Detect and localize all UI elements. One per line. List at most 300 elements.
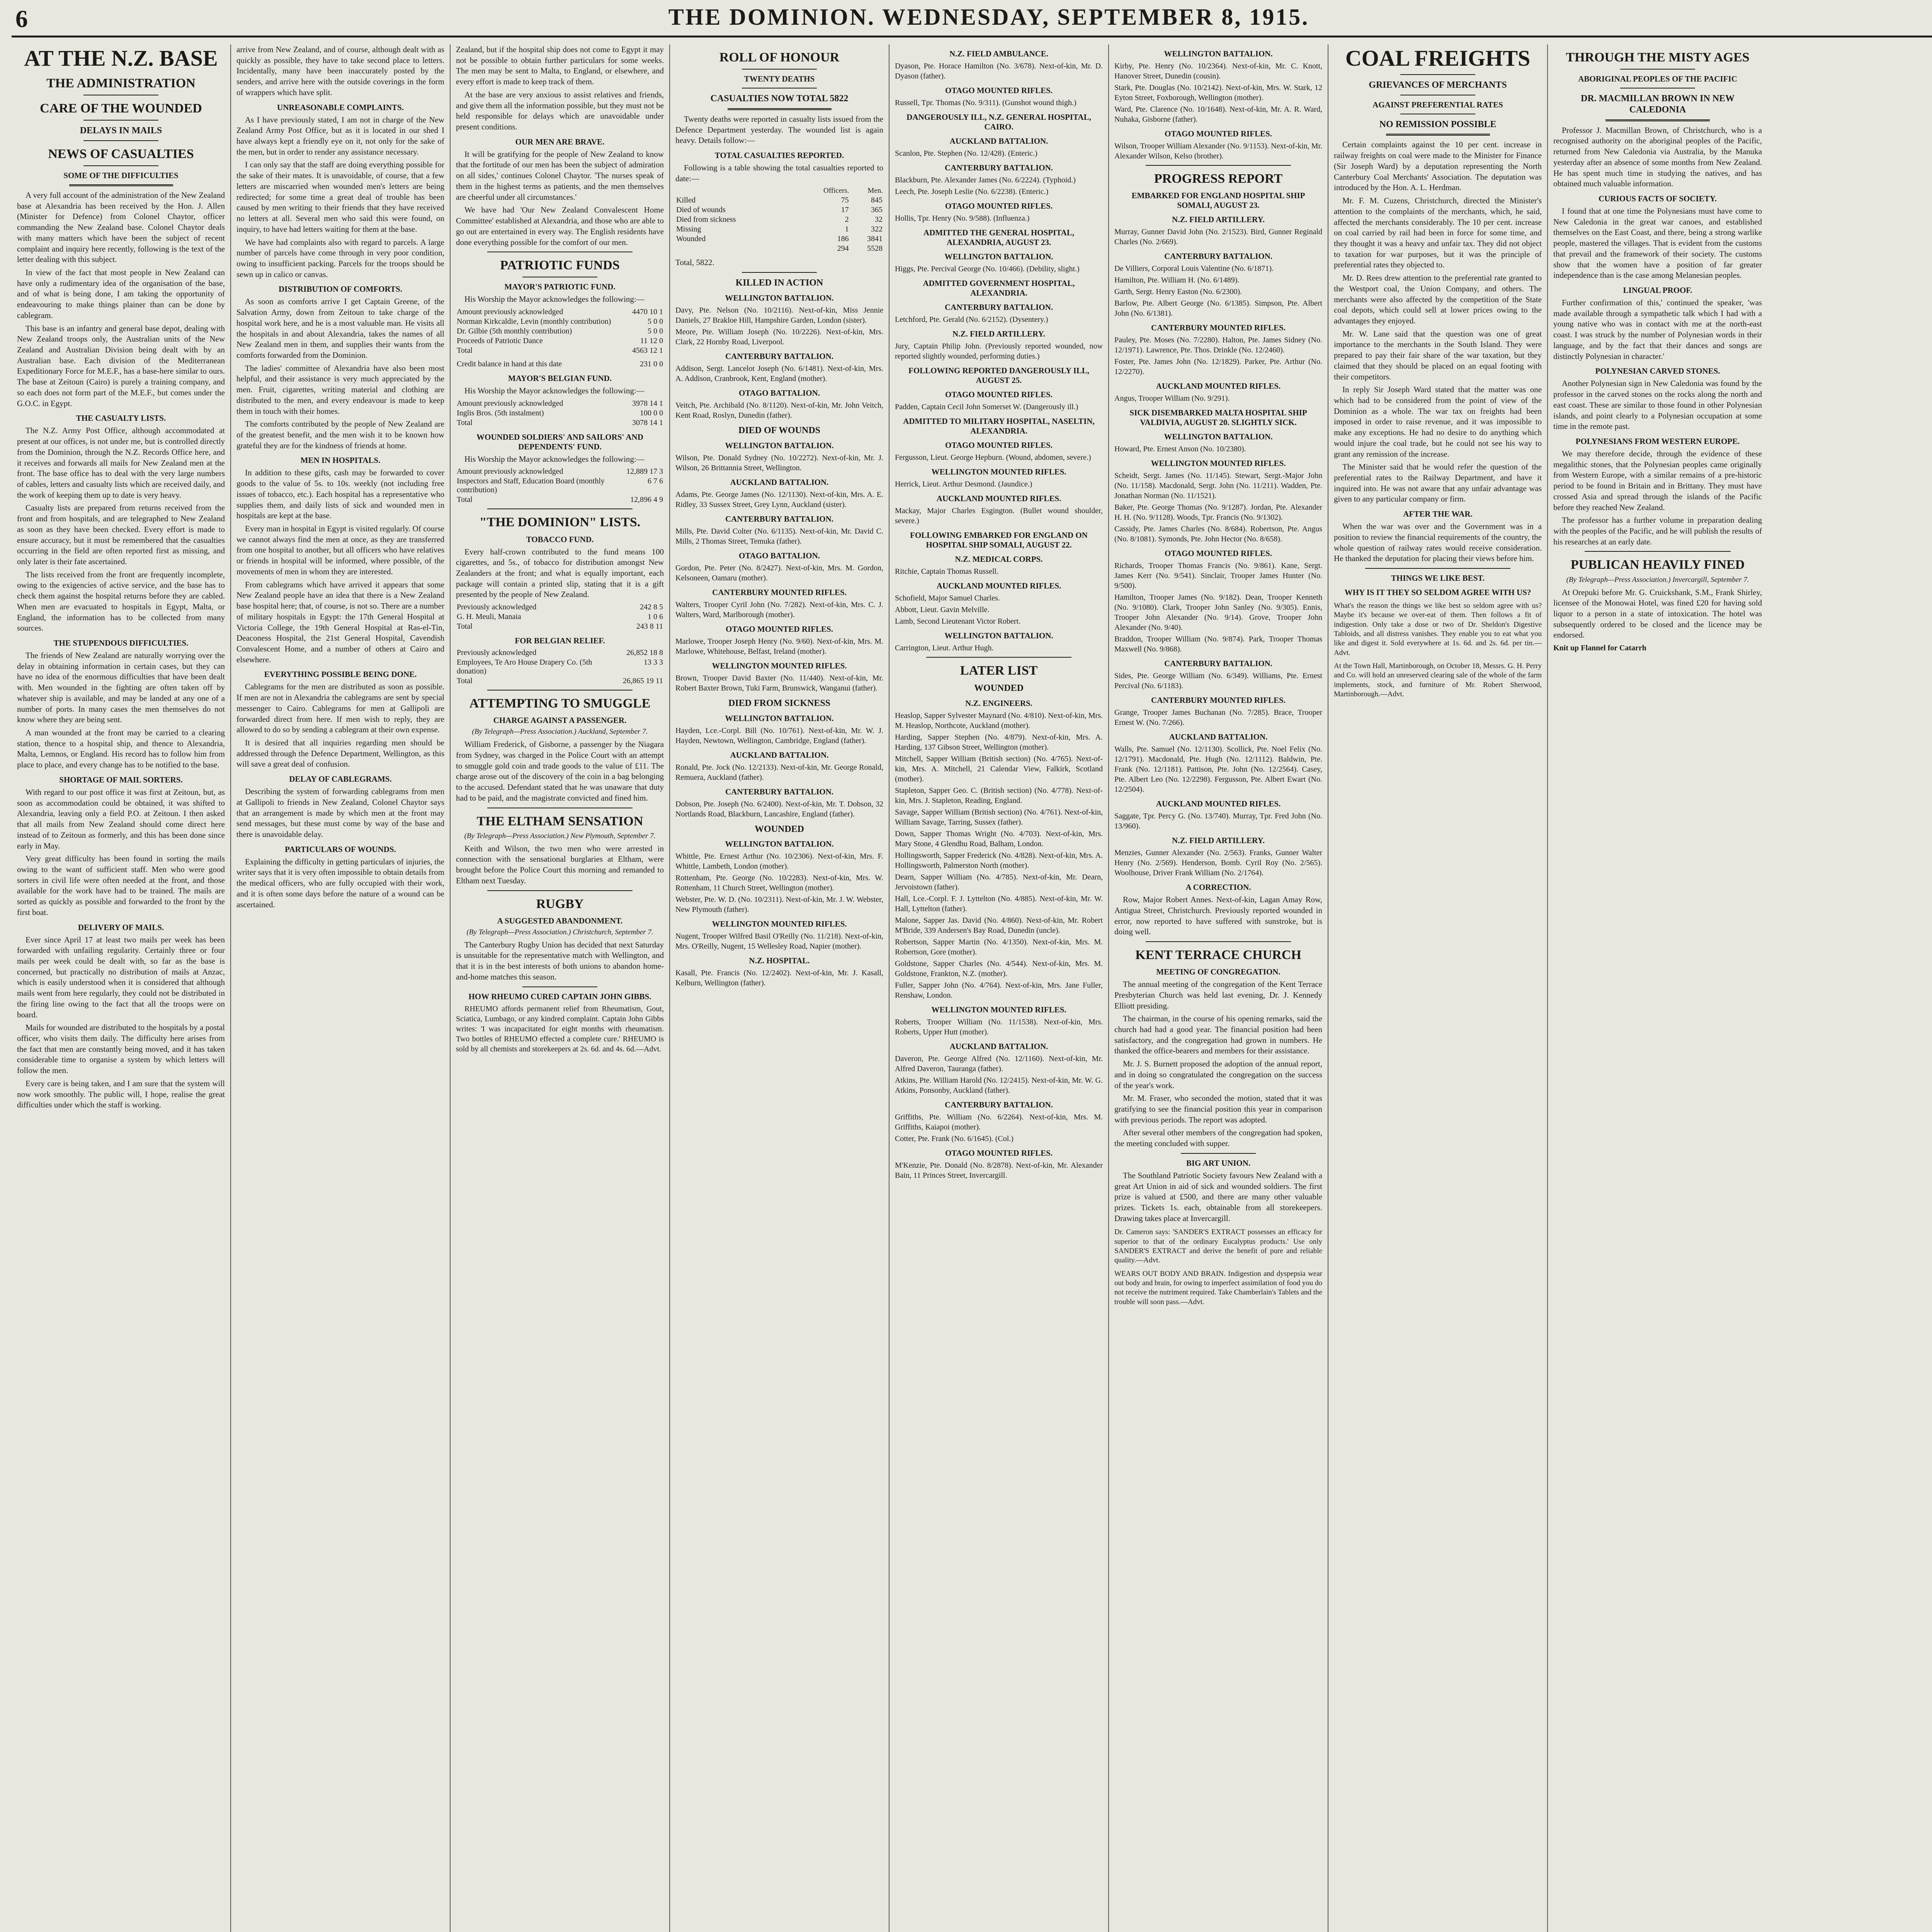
list-item: Ritchie, Captain Thomas Russell. (895, 567, 998, 576)
list-item: Walls, Pte. Samuel (No. 12/1130). Scollick, Pte. Noel Felix (No. 12/1791). Macdonald, Pte. Hugh (No. 12/1112). Baldwin, Pte. Frank (No. 12/1181). Pattison, Pte. John (No. 12/2564). Casey, Pte. Albert Leo (No. 12/2298). Fergusson, Pte. Albert Ewart (No. 12/2504). (1114, 745, 1322, 794)
paragraph: This base is an infantry and general base depot, dealing with New Zealand troops only, the Australian units of the New Zealand and Australian Division being dealt with by an Australian base. Each division of the Mediterranean Expeditionary Force for M.E.F., has a base-here similar to ours. The base at Zeitoun (Cairo) is purely a training company, and so each does not form part of the M.E.F., but comes under the G.O.C. in Egypt. (17, 323, 225, 408)
subhead: WHY IS IT THEY SO SELDOM AGREE WITH US? (1344, 588, 1531, 597)
paragraph: With regard to our post office it was first at Zeitoun, but, as soon as accommodation could be obtained, it was shifted to Alexandria, leaving only a field P.O. at Zeitoun. I then asked that all mails from New Zealand should come direct here instead of to Zeitoun as formerly, and this has been done since early in May. (17, 787, 225, 850)
paragraph: The ladies' committee of Alexandria have also been most helpful, and their assistance is very much appreciated by the men. Fruit, cigarettes, writing material and clothing are distributed to the men, and every endeavour is made to keep them in touch with their homes. (236, 363, 444, 416)
unit-heading: OTAGO MOUNTED RIFLES. (945, 86, 1053, 95)
fund-amount: 6 7 6 (648, 477, 663, 486)
page-number: 6 (15, 5, 28, 32)
list-item: Davy, Pte. Nelson (No. 10/2116). Next-of-kin, Miss Jennie Daniels, 27 Brakloe Hill, Hampshire Garden, London (sister). (675, 306, 883, 325)
fund-amount: 12,889 17 3 (626, 467, 663, 476)
casualty-label: Died from sickness (676, 215, 736, 224)
advertisement: At the Town Hall, Martinborough, on October 18, Messrs. G. H. Perry and Co. will hold an unreserved clearing sale of the whole of the farm implements, stock, and furniture of Mr. Robert Sherwood, Martinborough.—Advt. (1334, 662, 1542, 698)
paragraph: The professor has a further volume in preparation dealing with the peoples of the Pacific, and he will publish the results of his researches at an early date. (1553, 515, 1762, 546)
paragraph: As I have previously stated, I am not in charge of the New Zealand Army Post Office, but as it is located in our shed I have always kept a friendly eye on it, not only for the sake of the men, but in order to render any assistance necessary. (236, 115, 444, 156)
unit-heading: OTAGO MOUNTED RIFLES. (1165, 129, 1272, 138)
list-item: Menzies, Gunner Alexander (No. 2/563). Franks, Gunner Walter Henry (No. 2/569). Henderson, Bomb. Cyril Roy (No. 2/565). Woolhouse, Driver Frank William (No. 2/1764). (1114, 849, 1322, 878)
fund-name: Total (457, 677, 473, 685)
subhead: A SUGGESTED ABANDONMENT. (497, 916, 623, 925)
section-wounded: WOUNDED (974, 683, 1024, 694)
list-item: Hayden, Lce.-Corpl. Bill (No. 10/761). Next-of-kin, Mr. W. J. Hayden, Newtown, Wellington, Cambridge, England (father). (675, 726, 883, 745)
paragraph: Every half-crown contributed to the fund means 100 cigarettes, and 5s., of tobacco for distribution amongst New Zealanders at the front; and what is equally important, each package will contain a printed slip, stating that it is a gift presented by the people of New Zealand. (456, 547, 664, 599)
divider (742, 272, 817, 273)
list-item: Webster, Pte. W. D. (No. 10/2311). Next-of-kin, Mr. J. W. Webster, New Plymouth (father). (675, 895, 883, 914)
paragraph: Very great difficulty has been found in sorting the mails owing to the want of sufficient staff. Men who were good sorters in civil life were often needed at the front, and those available for the work have had to be trained. The mails are sorted as quickly as possible and forwarded to the front by the first boat. (17, 854, 225, 917)
fund-amount: 3078 14 1 (632, 418, 663, 427)
fund-name: Total (457, 418, 473, 427)
list-item: Rottenham, Pte. George (No. 10/2283). Next-of-kin, Mrs. W. Rottenham, 11 Church Street, Wellington (mother). (675, 874, 883, 893)
paragraph: Further confirmation of this,' continued the speaker, 'was made available through a sympathetic talk which I had with a young native who was in contact with me at the north-east coast. I was struck by the number of Polynesian words in their language, and by the fact that their dances and songs are distinctly Polynesian in character.' (1553, 298, 1762, 361)
subhead: POLYNESIANS FROM WESTERN EUROPE. (1575, 436, 1740, 446)
list-item: Wilson, Trooper William Alexander (No. 9/1153). Next-of-kin, Mr. Alexander Wilson, Kelso (brother). (1114, 142, 1322, 160)
list-item: Schofield, Major Samuel Charles. (895, 594, 1000, 602)
paragraph: We have had 'Our New Zealand Convalescent Home Committee' established at Alexandria, and those who are able to go out are entertained in every way. The English residents have done everything possible for the comfort of our men. (456, 205, 664, 247)
paragraph: Mr. M. Fraser, who seconded the motion, stated that it was gratifying to see the financial position this year in comparison with previous periods. The report was adopted. (1114, 1094, 1322, 1124)
section-heading: FOLLOWING EMBARKED FOR ENGLAND ON HOSPITAL SHIP SOMALI, AUGUST 22. (910, 531, 1088, 549)
subhead: SHORTAGE OF MAIL SORTERS. (59, 775, 183, 784)
subhead: DELIVERY OF MAILS. (78, 922, 164, 932)
table-row (675, 224, 883, 234)
paragraph: His Worship the Mayor acknowledges the following:— (464, 386, 645, 396)
list-item: Padden, Captain Cecil John Somerset W. (Dangerously ill.) (895, 403, 1078, 411)
subhead: WOUNDED SOLDIERS' AND SAILORS' AND DEPENDENTS' FUND. (476, 432, 643, 451)
headline-publican-fined: PUBLICAN HEAVILY FINED (1570, 558, 1745, 572)
fund-amount: 242 8 5 (640, 603, 663, 612)
fund-name: Total (457, 622, 473, 631)
list-item: Veitch, Pte. Archibald (No. 8/1120). Next-of-kin, Mr. John Veitch, Kent Road, Roslyn, Dunedin (father). (675, 401, 883, 420)
fund-table (456, 648, 664, 686)
headline-coal-freights: COAL FREIGHTS (1345, 46, 1531, 71)
casualty-label: Wounded (676, 235, 706, 243)
list-item: Baker, Pte. George Thomas (No. 9/1287). Jordan, Pte. Alexander H. H. (No. 9/1128). Woods, Tpr. Francis (No. 9/1302). (1114, 503, 1322, 522)
unit-heading: N.Z. FIELD ARTILLERY. (1172, 836, 1265, 845)
deck-macmillan-brown: DR. MACMILLAN BROWN IN NEW CALEDONIA (1580, 94, 1735, 115)
unit-heading: WELLINGTON MOUNTED RIFLES. (1151, 459, 1286, 468)
list-item: Cassidy, Pte. James Charles (No. 8/684). Robertson, Pte. Angus (No. 8/1081). Symonds, Pte. John Hector (No. 8/658). (1114, 525, 1322, 544)
fund-table (456, 467, 664, 505)
divider (1585, 551, 1731, 552)
section-heading: SICK DISEMBARKED MALTA HOSPITAL SHIP VALDIVIA, AUGUST 20. SLIGHTLY SICK. (1129, 408, 1307, 427)
paragraph: It is desired that all inquiries regarding men should be addressed through the Defence Department, Wellington, as this will save a great deal of confusion. (236, 738, 444, 769)
list-item: Mills, Pte. David Colter (No. 6/1135). Next-of-kin, Mr. David C. Mills, 2 Thomas Street, Temuka (father). (675, 527, 883, 546)
divider (1605, 119, 1710, 121)
column-4 (670, 44, 889, 1932)
paragraph: Zealand, but if the hospital ship does not come to Egypt it may not be possible to obtain further particulars for some weeks. The men may be sent to Malta, to England, or elsewhere, and every effort is made to keep track of them. (456, 45, 664, 87)
headline-smuggle: ATTEMPTING TO SMUGGLE (469, 696, 651, 711)
list-item: Jury, Captain Philip John. (Previously reported wounded, now reported slightly wounded, performing duties.) (895, 342, 1103, 361)
subhead: EVERYTHING POSSIBLE BEING DONE. (264, 670, 417, 679)
list-item: Angus, Trooper William (No. 9/291). (1114, 394, 1230, 403)
headline-kent-terrace: KENT TERRACE CHURCH (1135, 947, 1301, 962)
advertisement: Dr. Cameron says: 'SANDER'S EXTRACT possesses an efficacy for superior to that of the ordinary Eucalyptus products.' Use only SANDER'S EXTRACT and derive the benefit of pure and reliable quality.—Advt. (1114, 1228, 1322, 1265)
unit-heading: N.Z. FIELD ARTILLERY. (952, 329, 1045, 338)
unit-heading: N.Z. HOSPITAL. (749, 956, 810, 966)
unit-heading: CANTERBURY BATTALION. (1164, 252, 1273, 261)
paragraph: After several other members of the congregation had spoken, the meeting concluded with supper. (1114, 1128, 1322, 1148)
officers-count: 1 (845, 225, 849, 234)
headline-nz-base: AT THE N.Z. BASE (24, 46, 218, 71)
list-item: Saggate, Tpr. Percy G. (No. 13/740). Murray, Tpr. Fred John (No. 13/960). (1114, 812, 1322, 831)
fund-name: Dr. Gilbie (5th monthly contribution) (457, 327, 572, 336)
headline-misty-ages: THROUGH THE MISTY AGES (1566, 50, 1750, 65)
table-row (675, 234, 883, 244)
unit-heading: OTAGO MOUNTED RIFLES. (945, 440, 1053, 450)
paragraph: I can only say that the staff are doing everything possible for the sake of their mates. It is unavoidable, of course, that a few letters are miscarried when wounded men's letters are being redirected; for some time a great deal of trouble has been caused by men writing to their friends that they have received no letters at all. Several men who said this were found, on inquiry, to have had letters waiting for them at the base. (236, 160, 444, 234)
paragraph: Certain complaints against the 10 per cent. increase in railway freights on coal were made to the Minister for Finance (Sir Joseph Ward) by a deputation representing the North Canterbury Coal Merchants' Association. The deputation was introduced by the Hon. A. L. Herdman. (1334, 140, 1542, 192)
list-item: Atkins, Pte. William Harold (No. 12/2415). Next-of-kin, Mr. W. G. Atkins, Ponsonby, Auckland (father). (895, 1076, 1103, 1095)
paragraph: His Worship the Mayor acknowledges the following:— (464, 294, 645, 304)
fund-amount: 26,852 18 8 (626, 648, 663, 657)
unit-heading: OTAGO MOUNTED RIFLES. (726, 624, 833, 634)
deck-difficulties: SOME OF THE DIFFICULTIES (63, 170, 179, 180)
paragraph: In addition to these gifts, cash may be forwarded to cover goods to the value of 5s. to 10s. weekly (not including free issues of tobacco, etc.). Each hospital has a representative who supplies them, and daily lists of sick and wounded men in hospitals are kept at the base. (236, 468, 444, 520)
fund-table (456, 602, 664, 631)
list-item: Malone, Sapper Jas. David (No. 4/860). Next-of-kin, Mr. Robert M'Bride, 339 Andersen's Bay Road, Dunedin (uncle). (895, 916, 1103, 935)
list-item: Whittle, Pte. Ernest Arthur (No. 10/2306). Next-of-kin, Mrs. F. Whittle, Lambeth, London (mother). (675, 852, 883, 871)
unit-heading: CANTERBURY MOUNTED RIFLES. (712, 587, 847, 597)
subhead: UNREASONABLE COMPLAINTS. (277, 102, 404, 112)
paragraph: Keith and Wilson, the two men who were arrested in connection with the sensational burglaries at Eltham, were brought before the Police Court this morning and remanded to Eltham next Tuesday. (456, 844, 664, 885)
men-count: 3841 (867, 235, 883, 243)
unit-heading: WELLINGTON BATTALION. (725, 293, 834, 303)
subhead: LINGUAL PROOF. (1623, 286, 1692, 295)
paragraph: The friends of New Zealand are naturally worrying over the delay in obtaining information in certain cases, but they can have no idea of the enormous difficulties that have been dealt with. Men wounded in the fighting are often taken off by whatever ship is available, and may be landed at any one of a number of ports. In many cases the men themselves do not know where they are being sent. (17, 651, 225, 724)
subhead: THE CASUALTY LISTS. (76, 413, 166, 423)
fund-amount: 5 0 0 (648, 317, 663, 326)
unit-heading: N.Z. ENGINEERS. (965, 698, 1032, 708)
unit-heading: CANTERBURY BATTALION. (1164, 659, 1273, 668)
divider (1620, 69, 1695, 70)
unit-heading: WELLINGTON BATTALION. (725, 713, 834, 723)
fund-name: Previously acknowledged (457, 603, 537, 612)
masthead-title: THE DOMINION. WEDNESDAY, SEPTEMBER 8, 1915. (668, 4, 1310, 30)
list-item: Robertson, Sapper Martin (No. 4/1350). Next-of-kin, Mrs. M. Robertson, Gore (mother). (895, 937, 1103, 956)
byline: (By Telegraph—Press Association.) Auckland, September 7. (472, 728, 648, 736)
fund-name: Total (457, 346, 473, 355)
list-item: Hall, Lce.-Corpl. F. J. Lyttelton (No. 4/885). Next-of-kin, Mr. W. Hall, Lyttelton (father). (895, 894, 1103, 913)
list-item: Sides, Pte. George William (No. 6/349). Williams, Pte. Ernest Percival (No. 6/1183). (1114, 672, 1322, 690)
deck-preferential-rates: AGAINST PREFERENTIAL RATES (1372, 100, 1503, 109)
column-5 (889, 44, 1109, 1932)
table-row (456, 418, 664, 428)
list-item: Scanlon, Pte. Stephen (No. 12/428). (Enteric.) (895, 149, 1037, 158)
paragraph: Describing the system of forwarding cablegrams from men at Gallipoli to friends in New Zealand, Colonel Chaytor says that an arrangement is made by which men at the front may send messages, but these must come by way of the base and there is unavoidable delay. (236, 787, 444, 839)
paragraph: Mr. F. M. Cuzens, Christchurch, directed the Minister's attention to the complaints of the merchants, which, he said, affected the merchants considerably. The 10 per cent. increase on coal carried by rail had been in force for some time, and they thought it was a heavy and unfair tax. They did not object to taxation for war purposes, but it was the principle of preferential rates they objected to. (1334, 196, 1542, 270)
paragraph: Every care is being taken, and I am sure that the system will now work smoothly. The public will, I hope, realise the great difficulties under which the staff is working. (17, 1078, 225, 1110)
table-row (456, 408, 664, 418)
section-heading: ADMITTED GOVERNMENT HOSPITAL, ALEXANDRIA. (923, 279, 1075, 298)
headline-roll-of-honour: ROLL OF HONOUR (719, 50, 840, 65)
advertisement: WEARS OUT BODY AND BRAIN. Indigestion and dyspepsia wear out body and brain, for owing to imperfect assimilation of food you do not receive the nutriment required. Take Chamberlain's Tablets and the trouble will soon pass.—Advt. (1114, 1269, 1322, 1306)
fund-table-body (456, 467, 664, 505)
subhead: HOW RHEUMO CURED CAPTAIN JOHN GIBBS. (468, 992, 651, 1001)
unit-heading: AUCKLAND BATTALION. (1169, 732, 1268, 742)
officers-count: 17 (841, 206, 849, 214)
paragraph: The N.Z. Army Post Office, although accommodated at present at our offices, is not under me, but is controlled directly from the Dominion, through the N.Z. Records Office here, and it receives and forwards all mails for New Zealand men at the front. The base office has to deal with the very large numbers of cables, letters and casualty lists which are received daily, and the work of keeping them up to date is very heavy. (17, 426, 225, 500)
paragraph: Mr. J. S. Burnett proposed the adoption of the annual report, and in doing so congratulated the congregation on the success of the year's work. (1114, 1059, 1322, 1090)
table-row (456, 658, 664, 676)
paragraph: Every man in hospital in Egypt is visited regularly. Of course we cannot always find the men at once, as they are transferred from one hospital to another, but all officers who have relatives or friends in hospital will be informed, where possible, of the movements of men in whom they are interested. (236, 524, 444, 576)
paragraph: In view of the fact that most people in New Zealand can have only a rudimentary idea of the organisation of the base, and of what is being done, I am taking the opportunity of endeavouring to make things plainer than can be done by cablegram. (17, 268, 225, 320)
table-row (456, 495, 664, 505)
unit-heading: CANTERBURY BATTALION. (944, 1100, 1053, 1109)
unit-heading: CANTERBURY BATTALION. (944, 303, 1053, 312)
deck-news-casualties: NEWS OF CASUALTIES (48, 146, 194, 161)
unit-heading: AUCKLAND MOUNTED RIFLES. (1156, 381, 1281, 391)
list-item: Russell, Tpr. Thomas (No. 9/311). (Gunshot wound thigh.) (895, 99, 1077, 107)
paragraph: A man wounded at the front may be carried to a clearing station, thence to a hospital ship, and thence to Alexandria, Malta, Lemnos, or England. His record has to follow him from place to place, and every change has to be notified to the base. (17, 728, 225, 770)
paragraph: Ever since April 17 at least two mails per week has been forwarded with unfailing regularity. Certainly three or four mails per week could be dealt with, so far as the base is concerned, but practically no distribution of mails at Anzac, which is easily understood when it is considered that although mails went from here regularly, they could not be distributed in the firing line owing to the fact that all the troops were on board. (17, 935, 225, 1019)
unit-heading: WELLINGTON BATTALION. (725, 440, 834, 450)
section-heading: FOLLOWING REPORTED DANGEROUSLY ILL, AUGUST 25. (908, 366, 1089, 385)
fund-name: Amount previously acknowledged (457, 308, 563, 316)
unit-heading: CANTERBURY BATTALION. (725, 352, 834, 361)
divider (522, 986, 597, 987)
list-item: Dobson, Pte. Joseph (No. 6/2400). Next-of-kin, Mr. T. Dobson, 32 Nortlands Road, Blackburn, Lancashire, England (father). (675, 799, 883, 818)
men-count: 365 (871, 206, 883, 214)
paragraph: Cablegrams for the men are distributed as soon as possible. If men are not in Alexandria the cablegrams are sent by special messenger to Cairo. Cablegrams for men at Gallipoli are forwarded direct from here. If men wish to reply, they are allowed to do so by sending a cablegram at their own expense. (236, 682, 444, 735)
list-item: Roberts, Trooper William (No. 11/1538). Next-of-kin, Mrs. Roberts, Upper Hutt (mother). (895, 1017, 1103, 1036)
list-item: Foster, Pte. James John (No. 12/1829). Parker, Pte. Arthur (No. 12/2270). (1114, 357, 1322, 376)
table-header-row (675, 186, 883, 196)
deck-aboriginal-peoples: ABORIGINAL PEOPLES OF THE PACIFIC (1578, 74, 1737, 84)
list-item: Grange, Trooper James Buchanan (No. 7/285). Brace, Trooper Ernest W. (No. 7/266). (1114, 708, 1322, 727)
fund-table-body (456, 307, 664, 355)
unit-heading: AUCKLAND MOUNTED RIFLES. (936, 494, 1061, 503)
list-item: Mitchell, Sapper William (British section) (No. 4/765). Next-of-kin, Mrs. A. Mitchell, 21 Calendar View, Falkirk, Scotland (mother). (895, 754, 1103, 783)
list-item: Hollingsworth, Sapper Frederick (No. 4/828). Next-of-kin, Mrs. A. Hollingsworth, Palmerston North (mother). (895, 851, 1103, 870)
unit-heading: WELLINGTON MOUNTED RIFLES. (931, 1005, 1066, 1014)
fund-name: Credit balance in hand at this date (457, 360, 562, 369)
unit-heading: N.Z. FIELD AMBULANCE. (949, 49, 1049, 58)
paragraph: RHEUMO affords permanent relief from Rheumatism, Gout, Sciatica, Lumbago, or any kindred complaint. Captain John Gibbs writes: 'I was incapacitated for eight months with rheumatism. Two bottles of RHEUMO effected a complete cure.' RHEUMO is sold by all chemists and storekeepers at 2s. 6d. and 4s. 6d.—Advt. (456, 1004, 664, 1053)
list-item: Howard, Pte. Ernest Anson (No. 10/2380). (1114, 445, 1246, 454)
divider (1386, 134, 1490, 136)
table-row (456, 602, 664, 612)
unit-heading: WELLINGTON BATTALION. (1164, 49, 1273, 58)
divider (83, 120, 158, 121)
list-item: Barlow, Pte. Albert George (No. 6/1385). Simpson, Pte. Albert John (No. 6/1381). (1114, 299, 1322, 318)
subhead: MEETING OF CONGREGATION. (1156, 967, 1281, 977)
table-row (456, 676, 664, 686)
list-item: Walters, Trooper Cyril John (No. 7/282). Next-of-kin, Mrs. C. J. Walters, Ward, Marlborough (mother). (675, 600, 883, 619)
section-heading: DANGEROUSLY ILL, N.Z. GENERAL HOSPITAL, CAIRO. (906, 112, 1091, 131)
unit-heading: WELLINGTON BATTALION. (944, 631, 1053, 640)
list-item: Marlowe, Trooper Joseph Henry (No. 9/60). Next-of-kin, Mrs. M. Marlowe, Whitehouse, Belfast, Ireland (mother). (675, 637, 883, 656)
column-6 (1109, 44, 1328, 1932)
headline-progress-report: PROGRESS REPORT (1154, 172, 1283, 186)
paragraph: I found that at one time the Polynesians must have come to New Caledonia in the great war canoes, and established themselves on the East Coast, and there, being a strong warlike people, mastered the villages. That is evident from the customs that prevail and the framework of their society. The customs show that the women have a position of far greater independence than is the case among Melanesian peoples. (1553, 206, 1762, 280)
fund-amount: 3978 14 1 (632, 399, 663, 408)
men-count: 845 (871, 196, 883, 205)
unit-heading: WELLINGTON BATTALION. (944, 252, 1053, 261)
fund-name: Inspectors and Staff, Education Board (monthly contribution) (457, 477, 605, 495)
fund-amount: 12,896 4 9 (630, 495, 663, 504)
subhead: THE STUPENDOUS DIFFICULTIES. (53, 638, 189, 648)
subhead: OUR MEN ARE BRAVE. (515, 137, 605, 146)
list-item: Blackburn, Pte. Alexander James (No. 6/2224). (Typhoid.) (895, 176, 1076, 184)
divider (1365, 568, 1511, 569)
table-row (456, 307, 664, 317)
casualty-label: Died of wounds (676, 206, 726, 214)
paragraph: At Orepuki before Mr. G. Cruickshank, S.M., Frank Shirley, licensee of the Monowai Hotel, was fined £20 for having sold liquor to a person in a state of intoxication. The hotel was subsequently ordered to be closed and the licence may be endorsed. (1553, 587, 1762, 640)
column-header: Officers. (823, 187, 849, 195)
list-item: Leech, Pte. Joseph Leslie (No. 6/2238). (Enteric.) (895, 187, 1049, 196)
unit-heading: CANTERBURY BATTALION. (944, 163, 1053, 172)
list-item: Griffiths, Pte. William (No. 6/2264). Next-of-kin, Mrs. M. Griffiths, Kaiapoi (mother). (895, 1112, 1103, 1131)
byline: (By Telegraph—Press Association.) New Plymouth, September 7. (464, 832, 656, 840)
table-row (456, 612, 664, 622)
divider (926, 657, 1072, 658)
column-7 (1328, 44, 1548, 1932)
men-count: 5528 (867, 244, 883, 253)
section-heading: ADMITTED THE GENERAL HOSPITAL, ALEXANDRIA, AUGUST 23. (923, 228, 1075, 247)
officers-count: 294 (837, 244, 849, 253)
unit-heading: CANTERBURY MOUNTED RIFLES. (1151, 696, 1286, 705)
subhead: MAYOR'S PATRIOTIC FUND. (504, 282, 616, 292)
fund-amount: 4563 12 1 (632, 346, 663, 355)
unit-heading: AUCKLAND BATTALION. (730, 477, 829, 487)
fund-amount: 4470 10 1 (632, 308, 663, 316)
unit-heading: OTAGO BATTALION. (738, 551, 820, 560)
list-item: Braddon, Trooper William (No. 9/874). Park, Trooper Thomas Maxwell (No. 9/868). (1114, 635, 1322, 654)
casualty-table-body (675, 196, 883, 253)
list-item: Wilson, Pte. Donald Sydney (No. 10/2272). Next-of-kin, Mr. J. Wilson, 26 Brittannia Street, Wellington. (675, 453, 883, 472)
list-item: Nugent, Trooper Wilfred Basil O'Reilly (No. 11/218). Next-of-kin, Mrs. O'Reilly, Nugent, 15 Wellesley Road, Napier (mother). (675, 932, 883, 951)
list-item: Murray, Gunner David John (No. 2/1523). Bird, Gunner Reginald Charles (No. 2/669). (1114, 228, 1322, 247)
unit-heading: WELLINGTON BATTALION. (1164, 432, 1273, 442)
subhead: BIG ART UNION. (1186, 1158, 1251, 1168)
unit-heading: WELLINGTON MOUNTED RIFLES. (712, 661, 847, 670)
paragraph: It will be gratifying for the people of New Zealand to know that the fortitude of our men has been the subject of admiration on all sides,' continues Colonel Chaytor. 'The nurses speak of them in the highest terms as patients, and the men themselves are cheerful under all circumstances.' (456, 149, 664, 202)
list-item: Hamilton, Pte. William H. (No. 6/1489). (1114, 276, 1240, 285)
officers-count: 2 (845, 215, 849, 224)
headline-later-list: LATER LIST (960, 663, 1038, 678)
deck-casualties-total: CASUALTIES NOW TOTAL 5822 (710, 94, 849, 104)
section-died-sickness: DIED FROM SICKNESS (728, 698, 831, 708)
list-item: Meore, Pte. William Joseph (No. 10/2226). Next-of-kin, Mrs. Clark, 22 Hornby Road, Liverpool. (675, 328, 883, 346)
column-header (675, 186, 797, 196)
unit-heading: WELLINGTON MOUNTED RIFLES. (712, 919, 847, 929)
list-item: Adams, Pte. George James (No. 12/1130). Next-of-kin, Mrs. A. E. Ridley, 33 Sussex Street, Grey Lynn, Auckland (sister). (675, 490, 883, 509)
column-3 (451, 44, 670, 1932)
subhead: PARTICULARS OF WOUNDS. (285, 844, 396, 854)
fund-table (456, 307, 664, 355)
fund-name: Inglis Bros. (5th instalment) (457, 408, 544, 417)
fund-name: Previously acknowledged (457, 648, 537, 657)
unit-heading: CANTERBURY BATTALION. (725, 514, 834, 524)
paragraph: The annual meeting of the congregation of the Kent Terrace Presbyterian Church was held last evening, Dr. J. Kennedy Elliott presiding. (1114, 980, 1322, 1010)
subhead: MAYOR'S BELGIAN FUND. (508, 374, 612, 383)
unit-heading: WELLINGTON MOUNTED RIFLES. (931, 467, 1066, 476)
casualty-label: Missing (676, 225, 701, 234)
masthead-rule (12, 36, 1932, 37)
list-item: Kirby, Pte. Henry (No. 10/2364). Next-of-kin, Mr. C. Knott, Hanover Street, Dunedin (cousin). (1114, 62, 1322, 80)
paragraph: The comforts contributed by the people of New Zealand are of the greatest benefit, and the men wish it to be known how grateful they are for the kindness of friends at home. (236, 419, 444, 450)
fund-table-body (456, 648, 664, 686)
deck-grievances: GRIEVANCES OF MERCHANTS (1369, 80, 1507, 90)
subhead: MEN IN HOSPITALS. (300, 456, 381, 465)
list-item: Hamilton, Trooper James (No. 9/182). Dean, Trooper Kenneth (No. 9/1080). Clark, Trooper John Sanley (No. 9/305). Ennis, Trooper John Alexander (No. 9/14). Grove, Trooper John Alexander (No. 9/40). (1114, 593, 1322, 632)
unit-heading: AUCKLAND BATTALION. (730, 750, 829, 760)
unit-heading: AUCKLAND BATTALION. (949, 1041, 1048, 1051)
byline: (By Telegraph—Press Association.) Christchurch, September 7. (466, 928, 653, 936)
unit-heading: N.Z. MEDICAL CORPS. (955, 554, 1043, 564)
unit-heading: AUCKLAND MOUNTED RIFLES. (1156, 799, 1281, 809)
table-row (675, 215, 883, 224)
fund-amount: 100 0 0 (640, 408, 663, 417)
list-item: Ronald, Pte. Jock (No. 12/2133). Next-of-kin, Mr. George Ronald, Remuera, Auckland (father). (675, 763, 883, 782)
list-item: Ward, Pte. Clarence (No. 10/1648). Next-of-kin, Mr. A. R. Ward, Nuhaka, Gisborne (father). (1114, 105, 1322, 124)
list-item: Letchford, Pte. Gerald (No. 6/2152). (Dysentery.) (895, 315, 1048, 324)
list-item: Fuller, Sapper John (No. 4/764). Next-of-kin, Mrs. Jane Fuller, Renshaw, London. (895, 981, 1103, 1000)
paragraph: Explaining the difficulty in getting particulars of injuries, the writer says that it is very often impossible to obtain details from the medical officers, who are fully occupied with their work, and it is often some days before the nature of a wound can be ascertained. (236, 857, 444, 909)
masthead (12, 4, 1932, 35)
table-row (675, 244, 883, 253)
advertisement: What's the reason the things we like best so seldom agree with us? Maybe it's because we over-eat of them. Then follows a fit of indigestion. Only take a dose or two of Dr. Sheldon's Digestive Tabloids, and all distress vanishes. They enable you to eat what you like and digest it. Sold everywhere at 1s. 6d. and 2s. 6d. per tin.—Advt. (1334, 602, 1542, 657)
fund-name: Norman Kirkcaldie, Levin (monthly contribution) (457, 317, 611, 326)
paragraph: Row, Major Robert Annes. Next-of-kin, Lagan Amay Row, Antigua Street, Christchurch. Previously reported wounded in error, now reported to have suffered with sunstroke, but is doing well. (1114, 895, 1322, 937)
paragraph: When the war was over and the Government was in a position to review the financial requirements of the country, the whole question of railway rates would receive consideration. He thanked the deputation for placing their views before him. (1334, 522, 1542, 563)
men-count: 322 (871, 225, 883, 234)
fund-amount: 26,865 19 11 (622, 677, 663, 685)
divider (487, 890, 633, 891)
deck-administration: THE ADMINISTRATION (46, 76, 196, 90)
paragraph: Another Polynesian sign in New Caledonia was found by the professor in the carved stones on the rocks along the north and east coast. These are similar to those found in other Polynesian islands, and point clearly to a Polynesian occupation at some time in the remote past. (1553, 379, 1762, 431)
headline-eltham: THE ELTHAM SENSATION (476, 814, 643, 828)
list-item: Scheidt, Sergt. James (No. 11/145). Stewart, Sergt.-Major John (No. 11/158). Macdonald, Sergt. John (No. 11/211). Wadden, Pte. Jonathan Norman (No. 11/1521). (1114, 471, 1322, 500)
table-row (456, 648, 664, 658)
unit-heading: AUCKLAND MOUNTED RIFLES. (936, 581, 1061, 590)
deck-delays-mails: DELAYS IN MAILS (80, 126, 162, 136)
column-header: Men. (867, 187, 883, 195)
subhead: TOBACCO FUND. (526, 534, 594, 544)
subhead: THINGS WE LIKE BEST. (1391, 573, 1485, 583)
fund-table-body (456, 399, 664, 428)
table-row (456, 399, 664, 408)
list-item: Lamb, Second Lieutenant Victor Robert. (895, 617, 1021, 626)
list-item: Brown, Trooper David Baxter (No. 11/440). Next-of-kin, Mr. Robert Baxter Brown, Tuki Farm, Brunswick, Wanganui (father). (675, 673, 883, 692)
unit-heading: CANTERBURY BATTALION. (725, 787, 834, 796)
headline-patriotic-funds: PATRIOTIC FUNDS (500, 258, 620, 273)
table-row (456, 476, 664, 495)
column-1 (12, 44, 231, 1932)
casualty-label (675, 244, 797, 253)
paragraph: Mr. W. Lane said that the question was one of great importance to the merchants in the South Island. They were prepared to pay their fair share of the war taxation, but they claimed that they should be placed on an equal footing with their competitors. (1334, 329, 1542, 381)
paragraph: Following is a table showing the total casualties reported to date:— (675, 163, 883, 183)
deck-no-remission: NO REMISSION POSSIBLE (1379, 119, 1497, 129)
list-item: Richards, Trooper Thomas Francis (No. 9/861). Kane, Sergt. James Kerr (No. 9/541). Sinclair, Trooper James Hunter (No. 9/500). (1114, 561, 1322, 590)
paragraph: As soon as comforts arrive I get Captain Greene, of the Salvation Army, down from Zeitoun to take charge of the hospital work here, and he is a most valuable man. He visits all the hospitals in and about Alexandria, takes the names of all New Zealand men in them, and supplies their wants from the comforts forwarded from the Dominion. (236, 297, 444, 360)
paragraph: arrive from New Zealand, and of course, although dealt with as quickly as possible, they have to take second place to letters. Incidentally, many have been inaccurately posted by the senders, and arrive here with the outside coverings in the form of wrappers which have split. (236, 45, 444, 97)
paragraph: We have had complaints also with regard to parcels. A large number of parcels have come through in very poor condition, owing to insufficient packing. Parcels for the troops should be sewn up in calico or canvas. (236, 237, 444, 279)
unit-heading: OTAGO MOUNTED RIFLES. (945, 390, 1053, 399)
subhead: AFTER THE WAR. (1403, 509, 1473, 519)
casualty-total: Total, 5822. (675, 258, 714, 267)
table-row (456, 467, 664, 476)
headline-dominion-lists: "THE DOMINION" LISTS. (479, 515, 641, 530)
list-item: Pauley, Pte. Moses (No. 7/2280). Halton, Pte. James Sidney (No. 12/1971). Lawrence, Pte. Thos. Drinkle (No. 12/2460). (1114, 336, 1322, 355)
paragraph: Casualty lists are prepared from returns received from the front and from hospitals, and are telegraphed to New Zealand as soon as they have been checked. Every effort is made to ensure accuracy, but it must be remembered that the casualties occurring in the field are often reported first as missing, and only later is their fate ascertained. (17, 503, 225, 566)
casualty-table (675, 186, 883, 253)
unit-heading: WELLINGTON BATTALION. (725, 839, 834, 849)
table-row (456, 359, 664, 369)
list-item: Herrick, Lieut. Arthur Desmond. (Jaundice.) (895, 480, 1032, 488)
section-heading: EMBARKED FOR ENGLAND HOSPITAL SHIP SOMALI, AUGUST 23. (1131, 191, 1305, 210)
subhead: CHARGE AGAINST A PASSENGER. (493, 716, 627, 725)
list-item: Higgs, Pte. Percival George (No. 10/466). (Debility, slight.) (895, 265, 1080, 273)
list-item: Hollis, Tpr. Henry (No. 9/588). (Influenza.) (895, 214, 1030, 223)
paragraph: At the base are very anxious to assist relatives and friends, and give them all the information possible, but they must not be held responsible for delays which are unavoidable under present conditions. (456, 90, 664, 132)
